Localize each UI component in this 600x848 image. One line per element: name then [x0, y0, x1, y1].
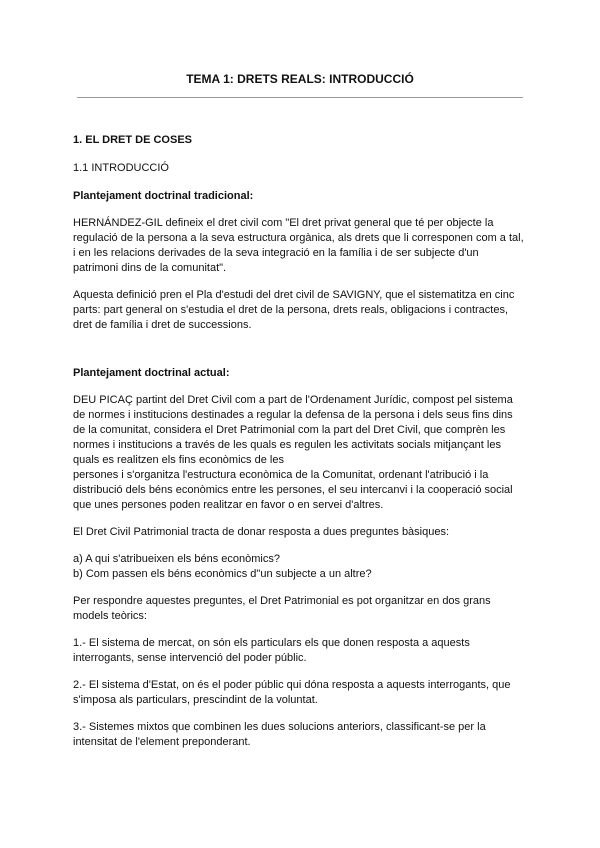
text-line: de normes i institucions destinades a regular la defensa de la persona i dels seus fins dins	[73, 409, 513, 421]
text-line: s'imposa als particulars, prescindint de la voluntat.	[73, 694, 318, 706]
text-line: que unes persones poden realitzar en favor o en servei d'altres.	[73, 499, 384, 511]
current-heading: Plantejament doctrinal actual:	[73, 367, 230, 379]
text-line: DEU PICAÇ partint del Dret Civil com a part de l'Ordenament Jurídic, compost pel sistema	[73, 394, 513, 406]
section-heading: 1. EL DRET DE COSES	[73, 134, 192, 146]
model-item-3	[73, 720, 523, 750]
text-line: intensitat de l'element preponderant.	[73, 736, 251, 748]
current-paragraph-1	[73, 393, 523, 513]
model-item-2	[73, 678, 523, 708]
text-line: dret de família i dret de successions.	[73, 319, 252, 331]
text-line: de la comunitat, considera el Dret Patrimonial com la part del Dret Civil, que comprèn les	[73, 424, 506, 436]
question-item: a) A qui s'atribueixen els béns econòmics?	[73, 553, 280, 565]
document-body	[73, 132, 523, 762]
current-paragraph-2: El Dret Civil Patrimonial tracta de donar resposta a dues preguntes bàsiques:	[73, 526, 450, 538]
text-line: 2.- El sistema d'Estat, on és el poder públic qui dóna resposta a aquests interrogants, que	[73, 679, 511, 691]
text-line: quals es realitzen els fins econòmics de les	[73, 454, 284, 466]
text-line: distribució dels béns econòmics entre les persones, el seu intercanvi i la cooperació social	[73, 484, 513, 496]
subsection-heading: 1.1 INTRODUCCIÓ	[73, 162, 169, 174]
document-title: TEMA 1: DRETS REALS: INTRODUCCIÓ	[186, 72, 414, 86]
text-line: i en les relacions derivades de la seva integració en la família i de ser subjecte d'un	[73, 247, 479, 259]
current-paragraph-3	[73, 594, 523, 624]
text-line: persones i s'organitza l'estructura econòmica de la Comunitat, ordenant l'atribució i la	[73, 469, 489, 481]
text-line: normes i institucions a través de les quals es regulen les activitats socials mitjançant les	[73, 439, 501, 451]
text-line: parts: part general on s'estudia el dret de la persona, drets reals, obligacions i contractes,	[73, 304, 509, 316]
traditional-paragraph-2	[73, 288, 523, 333]
text-line: patrimoni dins de la comunitat".	[73, 262, 227, 274]
question-item: b) Com passen els béns econòmics d"un subjecte a un altre?	[73, 568, 372, 580]
text-line: Per respondre aquestes preguntes, el Dret Patrimonial es pot organitzar en dos grans	[73, 595, 491, 607]
model-item-1	[73, 636, 523, 666]
text-line: Aquesta definició pren el Pla d'estudi del dret civil de SAVIGNY, que el sistematitza en cinc	[73, 289, 515, 301]
text-line: HERNÁNDEZ-GIL defineix el dret civil com "El dret privat general que té per objecte la	[73, 217, 494, 229]
text-line: regulació de la persona a la seva estructura orgànica, als drets que li corresponen com a tal,	[73, 232, 524, 244]
text-line: interrogants, sense intervenció del poder públic.	[73, 652, 307, 664]
questions-list	[73, 552, 523, 582]
traditional-heading: Plantejament doctrinal tradicional:	[73, 190, 254, 202]
traditional-paragraph-1	[73, 216, 523, 276]
text-line: 3.- Sistemes mixtos que combinen les dues solucions anteriors, classificant-se per la	[73, 721, 486, 733]
title-divider	[77, 97, 523, 98]
text-line: models teòrics:	[73, 610, 147, 622]
text-line: 1.- El sistema de mercat, on són els particulars els que donen resposta a aquests	[73, 637, 470, 649]
